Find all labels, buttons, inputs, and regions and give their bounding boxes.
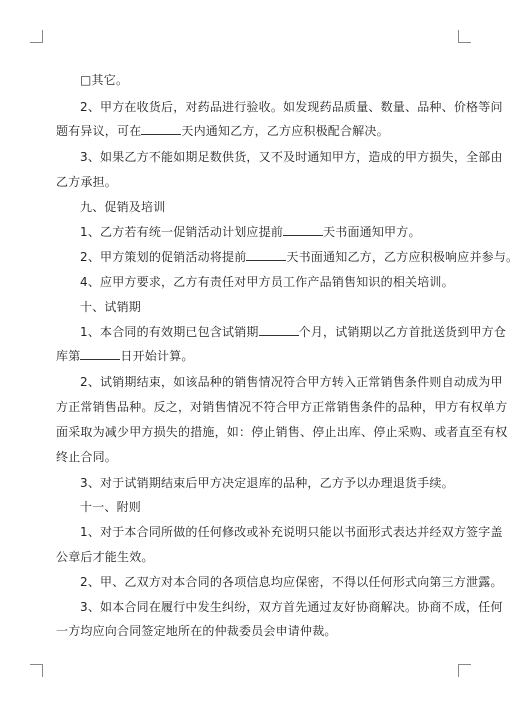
paragraph-line: 九、促销及培训 — [80, 200, 166, 214]
paragraph-line: 3、如果乙方不能如期足数供货，又不及时通知甲方，造成的甲方损失，全部由 — [80, 150, 503, 164]
text-segment: 个月，试销期以乙方首批送货到甲方仓 — [298, 325, 507, 339]
paragraph-line: 2、试销期结束，如该品种的销售情况符合甲方转入正常销售条件则自动成为甲 — [80, 375, 503, 389]
paragraph-line — [56, 123, 442, 139]
paragraph-line: 3、对于试销期结束后甲方决定退库的品种，乙方予以办理退货手续。 — [80, 476, 454, 490]
paragraph-line — [56, 224, 442, 240]
paragraph-line: 十、试销期 — [80, 300, 142, 314]
text-segment: 2、甲方策划的促销活动将提前 — [80, 250, 247, 264]
text-segment: 1、本合同的有效期已包含试销期 — [80, 325, 259, 339]
fill-in-blank[interactable] — [80, 348, 120, 360]
text-segment: 1、乙方若有统一促销活动计划应提前 — [80, 225, 284, 239]
paragraph-line: 1、对于本合同所做的任何修改或补充说明只能以书面形式表达并经双方签字盖 — [80, 525, 503, 539]
text-segment: 库第 — [56, 349, 81, 363]
fill-in-blank[interactable] — [283, 224, 323, 236]
paragraph-line — [56, 249, 518, 265]
crop-mark-top-left — [30, 30, 43, 43]
paragraph-line — [56, 324, 507, 340]
text-segment: 天内通知乙方，乙方应积极配合解决。 — [181, 124, 389, 138]
paragraph-line: 3、如本合同在履行中发生纠纷，双方首先通过友好协商解决。协商不成，任何 — [80, 600, 503, 614]
fill-in-blank[interactable] — [141, 123, 181, 135]
text-segment: 题有异议，可在 — [56, 124, 142, 138]
paragraph-line: 4、应甲方要求，乙方有责任对甲方员工作产品销售知识的相关培训。 — [80, 275, 454, 289]
fill-in-blank[interactable] — [246, 249, 286, 261]
fill-in-blank[interactable] — [259, 324, 299, 336]
paragraph-line: 面采取为减少甲方损失的措施，如：停止销售、停止出库、停止采购、或者直至有权 — [56, 425, 508, 439]
crop-mark-top-right — [458, 30, 471, 43]
paragraph-line: 乙方承担。 — [56, 175, 118, 189]
text-segment: 天书面通知乙方，乙方应积极响应并参与。 — [286, 250, 518, 264]
paragraph-line: 2、甲方在收货后，对药品进行验收。如发现药品质量、数量、品种、价格等问 — [80, 100, 503, 114]
paragraph-line: 方正常销售品种。反之，对销售情况不符合甲方正常销售条件的品种，甲方有权单方 — [56, 400, 508, 414]
crop-mark-bottom-left — [30, 664, 43, 677]
text-segment: 日开始计算。 — [120, 349, 194, 363]
paragraph-line: 一方均应向合同签定地所在的仲裁委员会申请仲裁。 — [56, 624, 337, 638]
crop-mark-bottom-right — [458, 664, 471, 677]
text-segment: 天书面通知甲方。 — [323, 225, 421, 239]
paragraph-line: 终止合同。 — [56, 450, 118, 464]
paragraph-line: 公章后才能生效。 — [56, 550, 154, 564]
paragraph-line: □其它。 — [80, 73, 129, 87]
paragraph-line: 十一、附则 — [80, 500, 142, 514]
paragraph-line — [56, 348, 442, 364]
paragraph-line: 2、甲、乙双方对本合同的各项信息均应保密，不得以任何形式向第三方泄露。 — [80, 575, 503, 589]
